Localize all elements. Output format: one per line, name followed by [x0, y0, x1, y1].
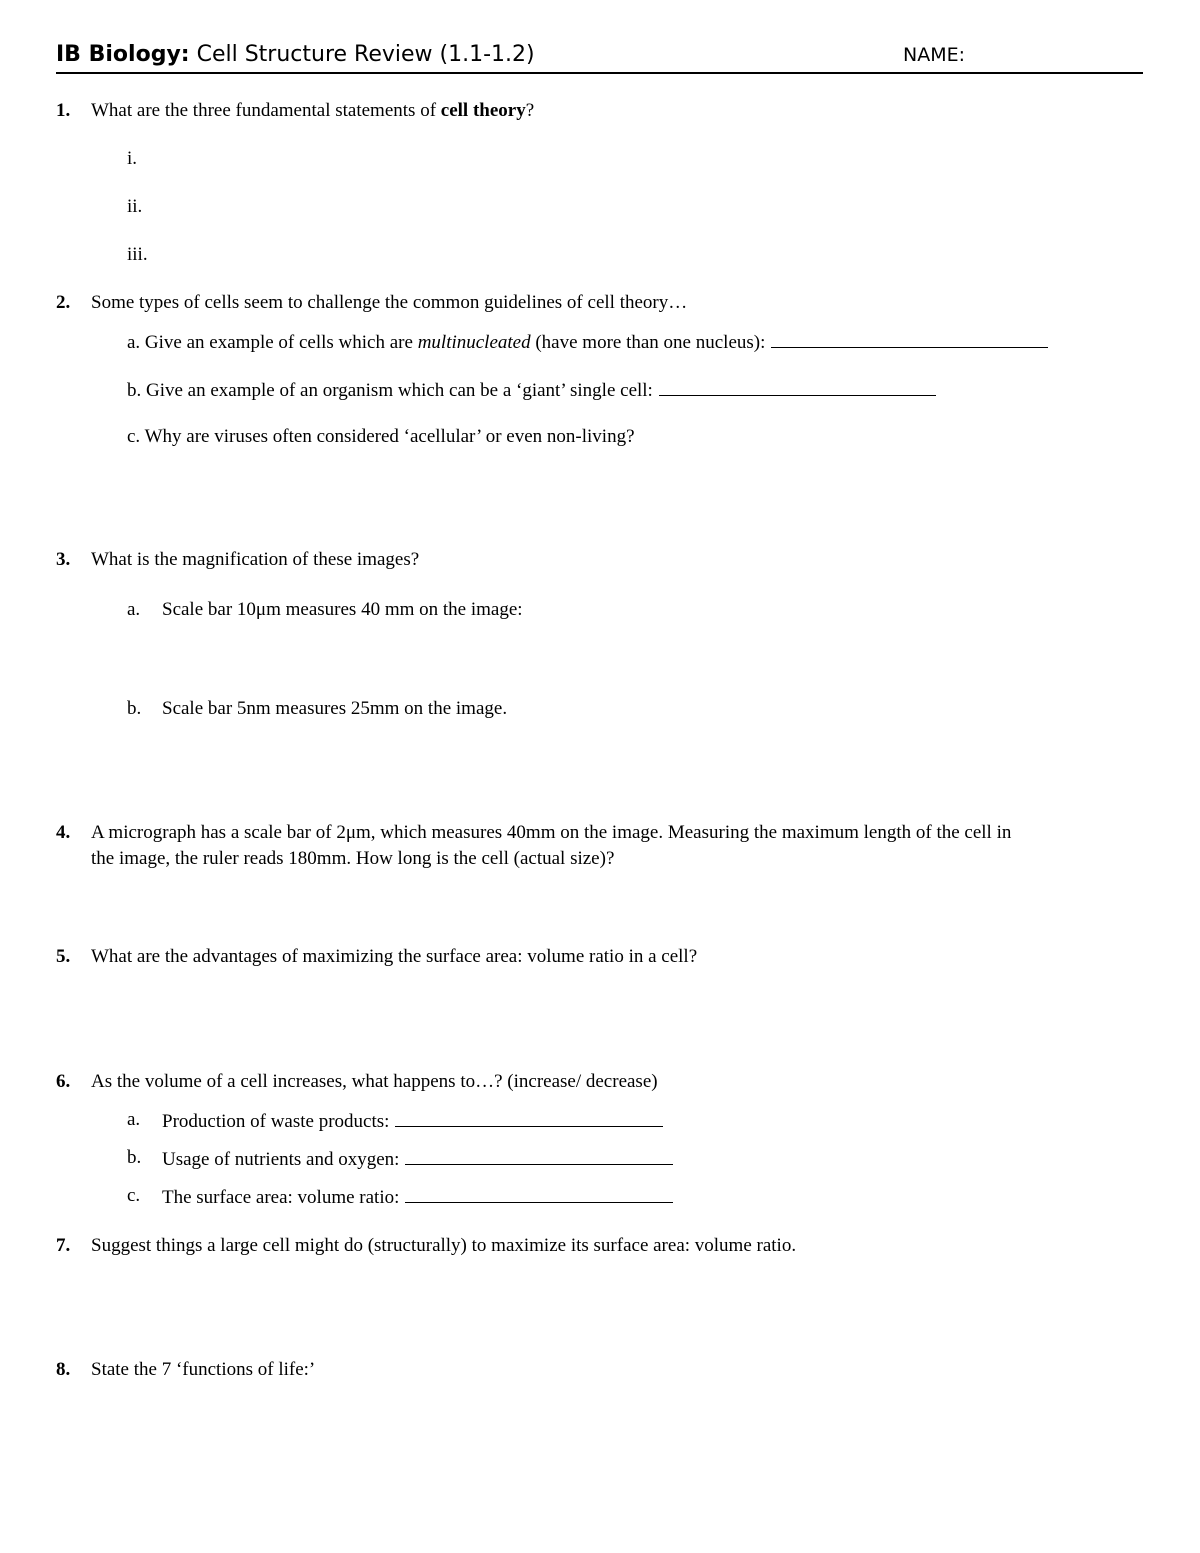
- q6b-answer-blank[interactable]: [405, 1146, 673, 1165]
- q6-a-text: Production of waste products:: [162, 1108, 663, 1134]
- q1-item-i: i.: [127, 148, 138, 169]
- q1-text: What are the three fundamental statements of cell theory?: [91, 100, 535, 121]
- q8-text: State the 7 ‘functions of life:’: [91, 1359, 316, 1380]
- q4-text-line1: A micrograph has a scale bar of 2μm, which measures 40mm on the image. Measuring the maximum length of the cell in: [91, 822, 1012, 843]
- q6-a-label: a.: [127, 1109, 141, 1130]
- q6-b-label: b.: [127, 1147, 142, 1168]
- q3-text: What is the magnification of these images?: [91, 549, 420, 570]
- q6-number: 6.: [56, 1071, 71, 1092]
- q6-c-label: c.: [127, 1185, 141, 1206]
- q6c-answer-blank[interactable]: [405, 1184, 673, 1203]
- q6-c-text: The surface area: volume ratio:: [162, 1184, 673, 1210]
- q6-b-text: Usage of nutrients and oxygen:: [162, 1146, 673, 1172]
- q7-number: 7.: [56, 1235, 71, 1256]
- q2-text: Some types of cells seem to challenge the common guidelines of cell theory…: [91, 292, 688, 313]
- q3-a-label: a.: [127, 599, 141, 620]
- cell-theory-term: cell theory: [440, 100, 526, 121]
- q5-number: 5.: [56, 946, 71, 967]
- title-text: Cell Structure Review (1.1-1.2): [189, 42, 535, 67]
- multinucleated-term: multinucleated: [417, 332, 531, 353]
- q2-part-a: a. Give an example of cells which are multinucleated (have more than one nucleus):: [127, 329, 1048, 355]
- q2-part-b: b. Give an example of an organism which can be a ‘giant’ single cell:: [127, 377, 936, 403]
- q1-number: 1.: [56, 100, 71, 121]
- q5-text: What are the advantages of maximizing the surface area: volume ratio in a cell?: [91, 946, 698, 967]
- worksheet-title: [56, 42, 535, 67]
- q2b-answer-blank[interactable]: [659, 377, 936, 396]
- q1-item-iii: iii.: [127, 244, 148, 265]
- q3-b-text: Scale bar 5nm measures 25mm on the image.: [162, 698, 508, 719]
- q3-b-label: b.: [127, 698, 142, 719]
- q8-number: 8.: [56, 1359, 71, 1380]
- q2a-answer-blank[interactable]: [771, 329, 1048, 348]
- q4-number: 4.: [56, 822, 71, 843]
- worksheet-header: [56, 42, 1143, 74]
- q3-number: 3.: [56, 549, 71, 570]
- q6a-answer-blank[interactable]: [395, 1108, 663, 1127]
- q7-text: Suggest things a large cell might do (structurally) to maximize its surface area: volume ratio.: [91, 1235, 797, 1256]
- q3-a-text: Scale bar 10μm measures 40 mm on the image:: [162, 599, 523, 620]
- q1-item-ii: ii.: [127, 196, 143, 217]
- course-label: IB Biology:: [56, 42, 190, 67]
- q2-number: 2.: [56, 292, 71, 313]
- q6-text: As the volume of a cell increases, what happens to…? (increase/ decrease): [91, 1071, 658, 1092]
- q4-text-line2: the image, the ruler reads 180mm. How long is the cell (actual size)?: [91, 848, 615, 869]
- q2-part-c: c. Why are viruses often considered ‘acellular’ or even non-living?: [127, 426, 635, 447]
- name-label: NAME:: [903, 44, 966, 66]
